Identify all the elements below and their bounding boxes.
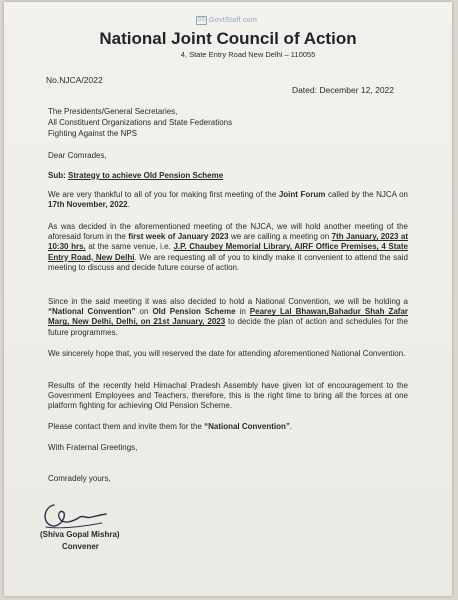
- signature-mark: [40, 499, 110, 531]
- paragraph-thanks: [48, 190, 408, 210]
- watermark-logo-icon: GS: [197, 17, 206, 23]
- text-run: We are very thankful to all of you for making first meeting of the: [48, 190, 279, 199]
- text-run-bold: Pearey Lal Bhawan,Bahadur Shah Zafar Marg, New Delhi, Delhi, on 21st January, 2023: [48, 307, 409, 327]
- paragraph-reserve-date: We sincerely hope that, you will reserved the date for attending aforementioned National Convention.: [48, 349, 406, 358]
- closing: Comradely yours,: [48, 474, 111, 483]
- text-run: . We are requesting all of you to kindly make it convenient to attend the said meeting to discuss and decide future course of action.: [48, 252, 408, 272]
- text-run: to decide the plan of action and schedules for the future programmes.: [48, 317, 408, 337]
- text-run: Please contact them and invite them for the: [48, 422, 205, 431]
- addressee-line: The Presidents/General Secretaries,: [48, 107, 178, 116]
- text-run: .: [127, 200, 130, 210]
- paragraph-himachal: Results of the recently held Himachal Pradesh Assembly have given lot of encouragement to the Government Employees and Teachers, therefore, this is the right time to bring all the forces at one platform fighting for achieving Old Pension Scheme.: [48, 381, 408, 411]
- text-run: .: [289, 422, 293, 431]
- paragraph-meeting: [48, 222, 408, 273]
- text-run-bold: 7th January, 2023 at 10:30 hrs.: [48, 232, 409, 252]
- text-run: called by the NJCA on: [325, 190, 409, 199]
- text-run-bold: “National Convention”: [48, 307, 136, 317]
- reference-number: No.NJCA/2022: [46, 75, 103, 85]
- text-run-bold: Old Pension Scheme: [152, 307, 236, 317]
- letter-date: Dated: December 12, 2022: [291, 85, 394, 95]
- text-run: we are calling a meeting on: [228, 232, 332, 242]
- salutation: Dear Comrades,: [48, 151, 107, 160]
- signatory-designation: Convener: [62, 542, 99, 551]
- letterhead-title: National Joint Council of Action: [99, 29, 357, 48]
- text-run-bold: 17th November, 2022: [48, 200, 128, 210]
- text-run: at the same venue, i.e.: [85, 242, 174, 252]
- watermark: [196, 16, 257, 25]
- text-run: As was decided in the aforementioned meeting of the NJCA, we will hold another meeting of the aforesaid forum in the: [48, 222, 408, 242]
- addressee-line: Fighting Against the NPS: [48, 129, 137, 138]
- text-run-bold: J.P. Chaubey Memorial Library, AIRF Office Premises, 4 State Entry Road, New Delhi: [48, 242, 408, 262]
- subject-label: Sub:: [48, 171, 66, 180]
- text-run: on: [135, 307, 153, 317]
- closing-greeting: With Fraternal Greetings,: [48, 443, 138, 452]
- signatory-name: (Shiva Gopal Mishra): [40, 530, 120, 539]
- text-run-bold: “National Convention”: [204, 422, 290, 431]
- text-run-bold: Joint Forum: [278, 190, 326, 199]
- subject-text: Strategy to achieve Old Pension Scheme: [68, 171, 224, 180]
- paragraph-convention: [48, 297, 408, 338]
- watermark-text: GovtStaff.com: [209, 17, 258, 24]
- text-run: Since in the said meeting it was also decided to hold a National Convention, we will be holding a: [48, 297, 408, 306]
- letter-page: [4, 2, 452, 596]
- addressee-block: [48, 106, 232, 139]
- subject-line: [48, 171, 223, 180]
- text-run-bold: first week of January 2023: [128, 232, 229, 242]
- paragraph-invite: [48, 422, 408, 432]
- letterhead-address: 4, State Entry Road New Delhi – 110055: [180, 50, 316, 59]
- addressee-line: All Constituent Organizations and State Federations: [48, 118, 233, 127]
- text-run: in: [235, 307, 250, 317]
